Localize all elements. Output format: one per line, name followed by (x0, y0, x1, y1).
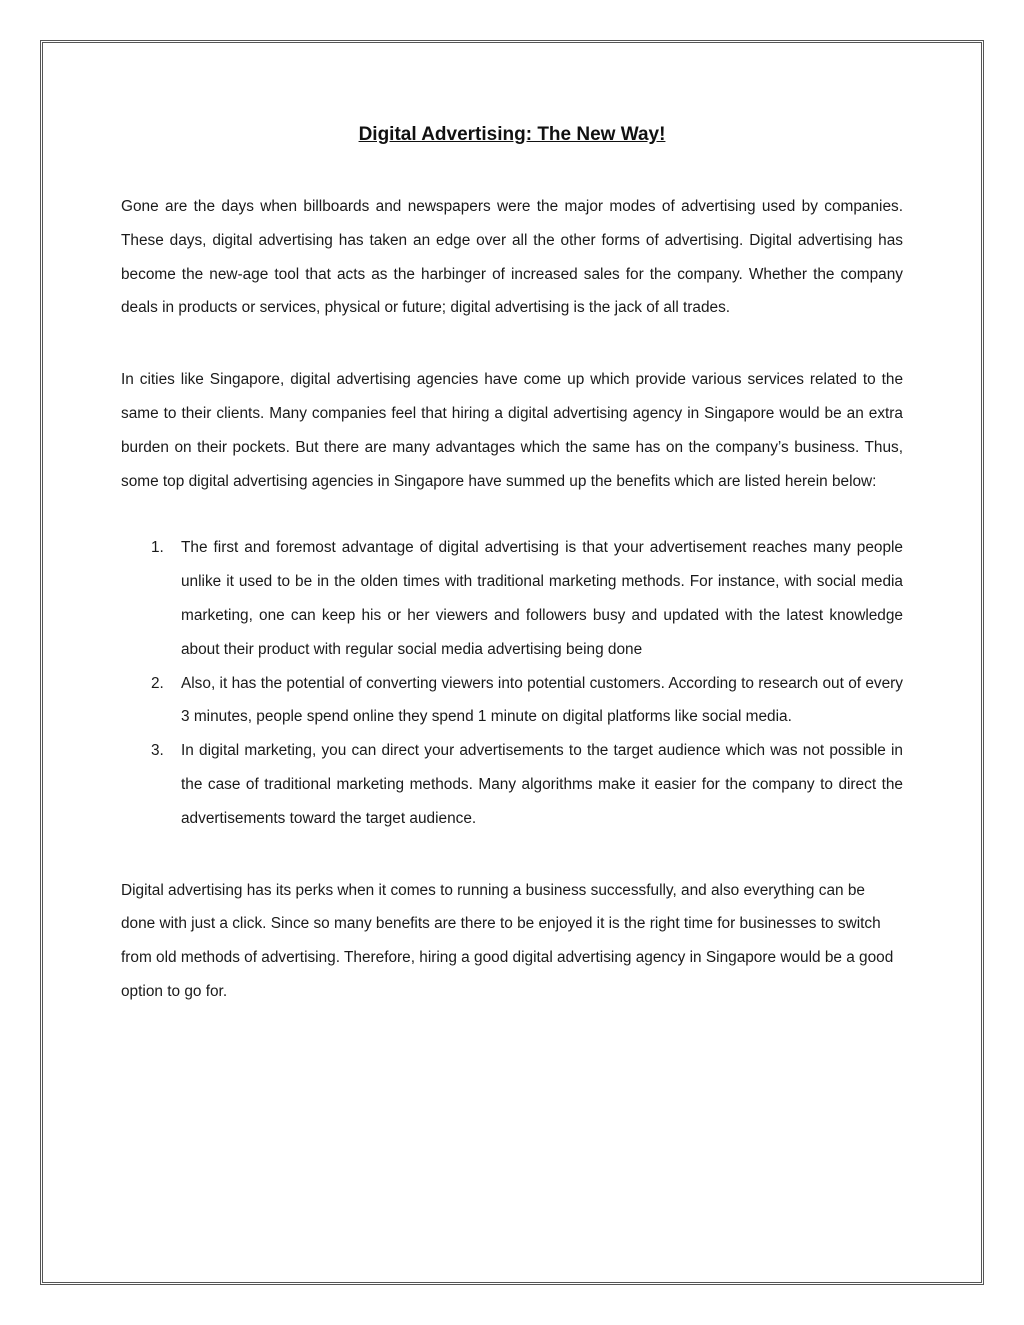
list-item-text: The first and foremost advantage of digital advertising is that your advertisement reaches many people unlike it used to be in the olden times with traditional marketing methods. For instance, with social media marketing, one can keep his or her viewers and followers busy and updated with the latest knowledge about their product with regular social media advertising being done (181, 539, 903, 658)
document-title: Digital Advertising: The New Way! (358, 124, 666, 145)
list-item-text: Also, it has the potential of converting viewers into potential customers. According to research out of every 3 minutes, people spend online they spend 1 minute on digital platforms like social media. (181, 674, 903, 726)
list-item-number: 3. (151, 742, 164, 760)
list-item (121, 667, 903, 735)
intro-paragraph: Gone are the days when billboards and newspapers were the major modes of advertising used by companies. These days, digital advertising has taken an edge over all the other forms of advertising. Digital advertising has become the new-age tool that acts as the harbinger of increased sales for the company. Whether the company deals in products or services, physical or future; digital advertising is the jack of all trades. (121, 198, 903, 317)
list-item (121, 531, 903, 666)
singapore-paragraph: In cities like Singapore, digital advertising agencies have come up which provide various services related to the same to their clients. Many companies feel that hiring a digital advertising agency in Singapore would be an extra burden on their pockets. But there are many advantages which the same has on the company’s business. Thus, some top digital advertising agencies in Singapore have summed up the benefits which are listed herein below: (121, 371, 903, 490)
list-item-text: In digital marketing, you can direct your advertisements to the target audience which was not possible in the case of traditional marketing methods. Many algorithms make it easier for the company to direct the advertisements toward the target audience. (181, 742, 903, 827)
benefits-list (121, 531, 903, 835)
list-item-number: 2. (151, 674, 164, 692)
document-body (121, 118, 903, 1009)
list-item (121, 734, 903, 835)
closing-paragraph: Digital advertising has its perks when it comes to running a business successfully, and also everything can be done with just a click. Since so many benefits are there to be enjoyed it is the right time for businesses to switch from old methods of advertising. Therefore, hiring a good digital advertising agency in Singapore would be a good option to go for. (121, 881, 894, 1000)
list-item-number: 1. (151, 539, 164, 557)
